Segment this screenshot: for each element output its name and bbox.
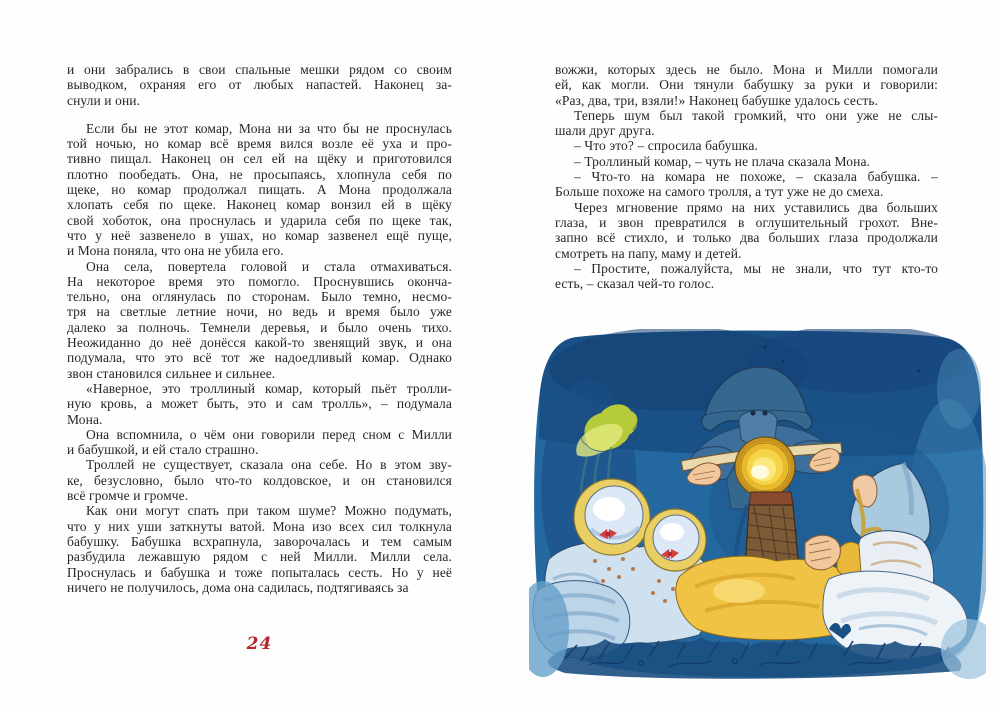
text-line: «Раз, два, три, взяли!» Наконец бабушке удалось сесть.: [555, 92, 879, 108]
illustration: [529, 329, 986, 685]
text-line: Если бы не этот комар, Мона ни за что бы не проснулась: [86, 120, 452, 136]
text-line: тивно пищал. Наконец он сел ей на щёку и приготовился: [67, 151, 452, 167]
text-line: Она вспомнила, о чём они говорили перед сном с Милли: [86, 426, 452, 442]
page-number: 24: [246, 634, 273, 654]
text-line: снули и они.: [67, 92, 141, 108]
paragraph: [67, 381, 452, 427]
text-line: Троллей не существует, сказала она себе. Но в этом зву-: [86, 457, 452, 473]
left-page-text: [67, 62, 452, 595]
text-line: ей, как могли. Они тянули бабушку за руки и говорили:: [555, 77, 938, 93]
troll-eye-left: [750, 410, 755, 415]
text-line: ную кровь, а может быть, это и сам тролль», – подумала: [67, 396, 452, 412]
text-line: вожжи, которых здесь не было. Мона и Милли помогали: [555, 62, 938, 77]
text-line: Мона.: [67, 411, 103, 427]
text-line: смотреть на папу, маму и детей.: [555, 245, 742, 261]
text-line: щеке, но комар продолжал пищать. А Мона продолжала: [67, 182, 452, 198]
text-line: бабушку. Бабушка всхрапнула, заворочалась и тем самым: [67, 533, 452, 549]
paragraph: [67, 121, 452, 259]
text-line: и Мона поняла, что она не убила его.: [67, 243, 284, 259]
text-line: Больше похоже на самого тролля, а тут уже не до смеха.: [555, 184, 884, 200]
text-line: – Троллиный комар, – чуть не плача сказала Мона.: [574, 153, 871, 169]
text-line: разбудила лежавшую рядом с ней Милли. Милли села.: [67, 549, 452, 565]
text-line: Как они могут спать при таком шуме? Можно подумать,: [86, 503, 452, 519]
paragraph: [67, 62, 452, 108]
text-line: всё громче и громче.: [67, 488, 189, 504]
text-line: На некоторое время это помогло. Проснувшись оконча-: [67, 273, 452, 289]
paragraph: [555, 261, 938, 292]
paragraph: [555, 154, 938, 169]
text-line: тря на светлые летние ночи, но ведь и время было уже: [67, 304, 452, 320]
paragraph: [67, 259, 452, 381]
text-line: запно всё стихло, и только два больших глаза продолжали: [555, 230, 938, 246]
text-line: и они забрались в свои спальные мешки рядом со своим: [67, 62, 452, 77]
text-line: – Что-то на комара не похоже, – сказала бабушка. –: [574, 169, 938, 185]
text-line: «Наверное, это троллиный комар, который пьёт тролли-: [86, 380, 452, 396]
text-line: глаза, и звон превратился в оглушительный грохот. Вне-: [555, 214, 938, 230]
paragraph: [67, 503, 452, 595]
right-page-text: [555, 62, 938, 291]
text-line: хлопать себя по щеке. Наконец комар вонзил ей в щёку: [67, 197, 452, 213]
text-line: что у неё зазвенело в ушах, но комар зазвенел ещё пуще,: [67, 227, 452, 243]
text-line: Через мгновение прямо на них уставились два больших: [574, 199, 938, 215]
text-line: подумала, что это всё тот же надоедливый комар. Однако: [67, 350, 452, 366]
text-line: ке, безусловно, было что-то колдовское, и он становился: [67, 472, 452, 488]
paragraph: [555, 200, 938, 261]
text-line: и бабушкой, и ей стало страшно.: [67, 442, 259, 458]
text-line: Проснулась и бабушка и тоже попыталась сесть. Но у неё: [67, 564, 452, 580]
text-line: Неожиданно до неё донёсся какой-то звенящий звук, и она: [67, 335, 452, 351]
text-line: Теперь шум был такой громкий, что они уже не слы-: [574, 107, 938, 123]
text-line: далеко за полночь. Темнели деревья, и было очень тихо.: [67, 319, 452, 335]
paragraph: [555, 62, 938, 108]
text-line: звон становился сильнее и сильнее.: [67, 365, 276, 381]
text-line: шали друг друга.: [555, 123, 655, 139]
bonnet-child-1: [574, 479, 650, 555]
text-line: – Простите, пожалуйста, мы не знали, что тут кто-то: [574, 260, 938, 276]
paragraph: [555, 108, 938, 139]
paragraph: [67, 457, 452, 503]
text-line: Она села, повертела головой и стала отмахиваться.: [86, 258, 452, 274]
paragraph: [67, 427, 452, 458]
paragraph: [555, 169, 938, 200]
text-line: что у них уши заткнуты ватой. Мона изо всех сил толкнула: [67, 518, 452, 534]
paragraph: [555, 138, 938, 153]
text-line: свой хоботок, она проснулась и ударила себя по щеке так,: [67, 212, 452, 228]
illustration-svg: [529, 329, 986, 685]
text-line: тельно, она оглянулась по сторонам. Было темно, несмо-: [67, 289, 452, 305]
text-line: плотно пообедать. Она, не просыпаясь, хлопнула себя по: [67, 166, 452, 182]
headlight: [735, 437, 795, 497]
text-line: выводком, охраняя его от любых напастей. Наконец за-: [67, 77, 452, 93]
text-line: – Что это? – спросила бабушка.: [574, 138, 758, 154]
troll-eye-right: [762, 410, 767, 415]
text-line: той ночью, но комар всё время вился возле её уха и про-: [67, 136, 452, 152]
text-line: есть, – сказал чей-то голос.: [555, 276, 715, 292]
bonnet-child-2: [644, 509, 706, 571]
text-line: ничего не получилось, дома она садилась, подтягиваясь за: [67, 579, 409, 595]
